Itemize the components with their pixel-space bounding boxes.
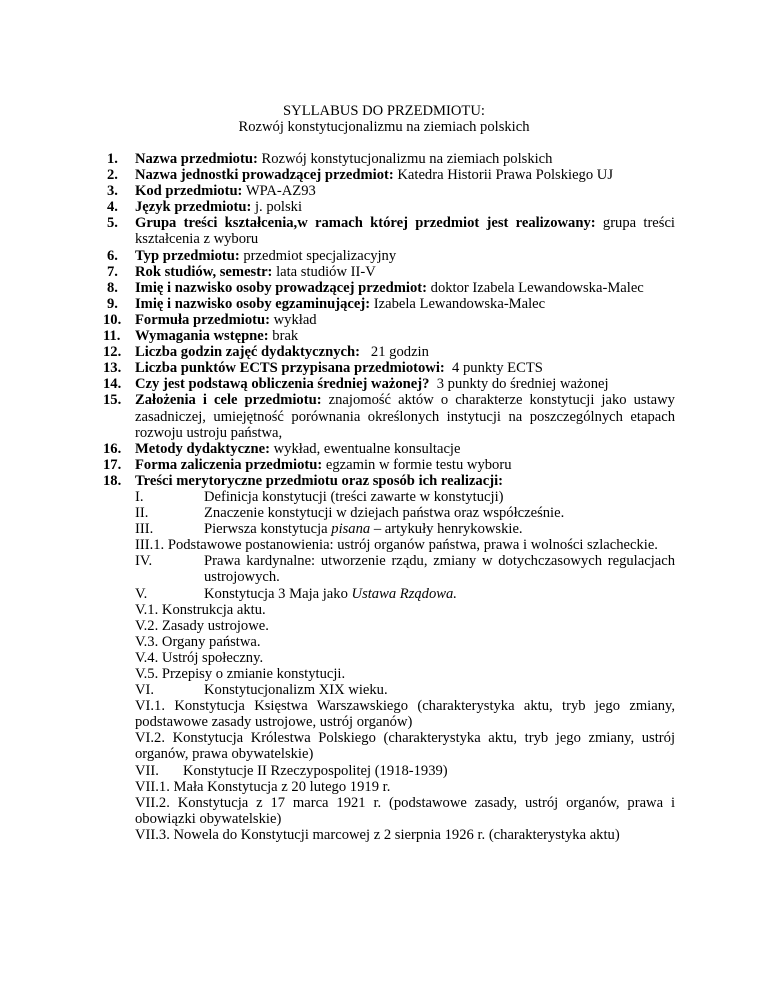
- item-value: Katedra Historii Prawa Polskiego UJ: [393, 167, 614, 184]
- item-label: Wymagania wstępne:: [135, 328, 269, 345]
- list-item: [103, 441, 675, 457]
- list-item: [103, 457, 675, 473]
- item-value: WPA-AZ93: [242, 183, 316, 200]
- item-value: Rozwój konstytucjonalizmu na ziemiach polskich: [257, 151, 553, 167]
- list-item: [103, 328, 675, 344]
- list-item: [103, 248, 675, 264]
- outline-subentry: V.2. Zasady ustrojowe.: [135, 617, 269, 634]
- outline-subentry: III.1. Podstawowe postanowienia: ustrój organów państwa, prawa i wolności szlacheckie.: [135, 537, 658, 554]
- outline-text: Definicja konstytucji (treści zawarte w konstytucji): [204, 488, 504, 505]
- outline-entry: [135, 763, 675, 779]
- list-item: [103, 167, 675, 183]
- list-item: [103, 296, 675, 312]
- item-value: j. polski: [251, 199, 303, 216]
- item-number: 14.: [103, 376, 122, 393]
- item-number: 4.: [107, 199, 118, 216]
- list-item: [103, 312, 675, 328]
- outline-subentry: VI.1. Konstytucja Księstwa Warszawskiego (charakterystyka aktu, tryb jego zmiany, podstawowe zasady ustrojowe, ustrój organów): [135, 698, 675, 731]
- list-item: [103, 151, 675, 167]
- outline-subentry: V.3. Organy państwa.: [135, 633, 261, 650]
- item-number: 18.: [103, 472, 122, 489]
- item-number: 16.: [103, 440, 122, 457]
- list-item: [103, 392, 675, 440]
- roman-number: I.: [135, 488, 144, 505]
- item-value: znajomość aktów o charakterze konstytucji jako ustawy zasadniczej, umiejętność porównania określonych instytucji na poszczególnych etapach rozwoju ustroju państwa,: [135, 392, 675, 441]
- item-number: 1.: [107, 151, 118, 167]
- item-label: Metody dydaktyczne:: [135, 440, 270, 457]
- item-value: 21 godzin: [359, 344, 429, 361]
- item-number: 5.: [107, 215, 118, 232]
- content-outline: [103, 489, 675, 843]
- roman-number: V.: [135, 585, 148, 602]
- item-label: Kod przedmiotu:: [135, 183, 243, 200]
- outline-text: Znaczenie konstytucji w dziejach państwa oraz współcześnie.: [204, 505, 565, 522]
- list-item: [103, 376, 675, 392]
- outline-subentry: VII.1. Mała Konstytucja z 20 lutego 1919 r.: [135, 778, 391, 795]
- outline-entry: [135, 682, 675, 698]
- item-label: Imię i nazwisko osoby egzaminującej:: [135, 295, 371, 312]
- item-value: doktor Izabela Lewandowska-Malec: [427, 279, 644, 296]
- outline-text: Konstytucje II Rzeczypospolitej (1918-1939): [183, 762, 448, 779]
- item-number: 13.: [103, 360, 122, 377]
- syllabus-list: [103, 151, 675, 843]
- list-item: [103, 280, 675, 296]
- outline-subentry: VII.3. Nowela do Konstytucji marcowej z 2 sierpnia 1926 r. (charakterystyka aktu): [135, 826, 620, 843]
- item-number: 6.: [107, 247, 118, 264]
- item-number: 8.: [107, 279, 118, 296]
- outline-entry: [135, 586, 675, 602]
- item-label: Typ przedmiotu:: [135, 247, 240, 264]
- item-label: Czy jest podstawą obliczenia średniej ważonej?: [135, 376, 430, 393]
- item-label: Nazwa przedmiotu:: [135, 151, 258, 167]
- item-number: 11.: [103, 328, 121, 345]
- item-number: 7.: [107, 263, 118, 280]
- item-number: 10.: [103, 311, 122, 328]
- outline-subentry: V.1. Konstrukcja aktu.: [135, 601, 266, 618]
- list-item: [103, 344, 675, 360]
- item-number: 9.: [107, 295, 118, 312]
- document-title: SYLLABUS DO PRZEDMIOTU:: [283, 103, 485, 119]
- item-label: Rok studiów, semestr:: [135, 263, 273, 280]
- item-number: 12.: [103, 344, 122, 361]
- list-item: [103, 199, 675, 215]
- outline-subentry: VII.2. Konstytucja z 17 marca 1921 r. (podstawowe zasady, ustrój organów, prawa i obowiązki obywatelskie): [135, 794, 675, 827]
- item-value: 4 punkty ECTS: [444, 360, 543, 377]
- roman-number: VII.: [135, 762, 159, 779]
- roman-number: III.: [135, 521, 154, 538]
- item-value: wykład, ewentualne konsultacje: [269, 440, 461, 457]
- item-label: Założenia i cele przedmiotu:: [135, 392, 322, 409]
- item-label: Liczba godzin zajęć dydaktycznych:: [135, 344, 360, 361]
- item-value: brak: [268, 328, 299, 345]
- outline-text: Konstytucja 3 Maja jako Ustawa Rządowa.: [204, 585, 457, 602]
- list-item: [103, 215, 675, 247]
- item-value: Izabela Lewandowska-Malec: [370, 295, 546, 312]
- item-label: Forma zaliczenia przedmiotu:: [135, 456, 323, 473]
- item-label: Liczba punktów ECTS przypisana przedmiotowi:: [135, 360, 445, 377]
- outline-entry: [135, 489, 675, 505]
- item-value: lata studiów II-V: [272, 263, 376, 280]
- item-number: 17.: [103, 456, 122, 473]
- list-item: [103, 360, 675, 376]
- outline-text: Prawa kardynalne: utworzenie rządu, zmiany w dotychczasowych regulacjach ustrojowych.: [204, 553, 675, 586]
- item-value: egzamin w formie testu wyboru: [322, 456, 512, 473]
- item-number: 2.: [107, 167, 118, 184]
- item-number: 3.: [107, 183, 118, 200]
- outline-entry: [135, 521, 675, 537]
- item-label: Formuła przedmiotu:: [135, 311, 270, 328]
- outline-subentry: V.4. Ustrój społeczny.: [135, 649, 264, 666]
- item-label: Imię i nazwisko osoby prowadzącej przedmiot:: [135, 279, 427, 296]
- outline-text: Pierwsza konstytucja pisana – artykuły henrykowskie.: [204, 521, 523, 538]
- item-value: grupa treści kształcenia z wyboru: [135, 215, 675, 248]
- item-number: 15.: [103, 392, 122, 409]
- document-subtitle: Rozwój konstytucjonalizmu na ziemiach polskich: [238, 119, 530, 135]
- outline-entry: [135, 505, 675, 521]
- list-item: [103, 264, 675, 280]
- roman-number: VI.: [135, 682, 155, 699]
- roman-number: II.: [135, 505, 149, 522]
- list-item: [103, 183, 675, 199]
- item-value: wykład: [269, 311, 317, 328]
- item-value: przedmiot specjalizacyjny: [239, 247, 397, 264]
- outline-subentry: V.5. Przepisy o zmianie konstytucji.: [135, 666, 346, 682]
- outline-subentry: VI.2. Konstytucja Królestwa Polskiego (charakterystyka aktu, tryb jego zmiany, ustrój organów, prawa obywatelskie): [135, 730, 675, 763]
- item-label: Grupa treści kształcenia,w ramach której przedmiot jest realizowany:: [135, 215, 596, 232]
- outline-text: Konstytucjonalizm XIX wieku.: [204, 682, 388, 699]
- item-label: Treści merytoryczne przedmiotu oraz sposób ich realizacji:: [135, 472, 503, 489]
- item-label: Nazwa jednostki prowadzącej przedmiot:: [135, 167, 394, 184]
- list-item: [103, 473, 675, 489]
- item-value: 3 punkty do średniej ważonej: [429, 376, 609, 393]
- outline-entry: [135, 553, 675, 585]
- roman-number: IV.: [135, 553, 153, 570]
- item-label: Język przedmiotu:: [135, 199, 252, 216]
